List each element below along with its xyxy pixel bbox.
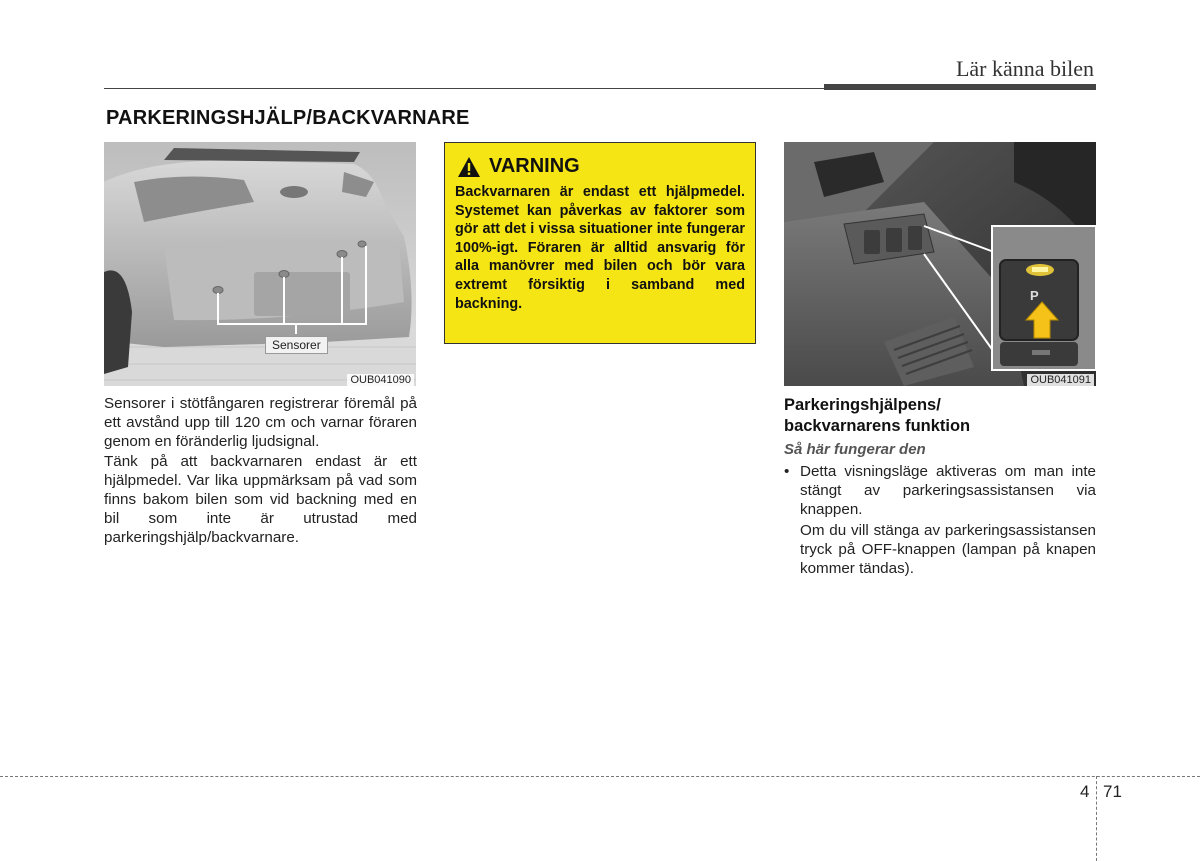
- warning-box: [444, 142, 756, 344]
- function-heading-line2: backvarnarens funktion: [784, 417, 971, 435]
- bullet-text: Detta visningsläge aktiveras om man inte stängt av parkeringsassistansen via knappen.: [800, 463, 1096, 519]
- chapter-number: 4: [1080, 782, 1090, 801]
- function-heading-line1: Parkeringshjälpens/: [784, 396, 941, 414]
- dashboard-button-figure: [784, 142, 1096, 386]
- sensor-label: Sensorer: [265, 336, 328, 354]
- figure-code: OUB041091: [1027, 374, 1094, 386]
- warning-title: VARNING: [489, 155, 580, 177]
- dashboard-illustration: [784, 142, 1096, 386]
- paragraph-sensors: Sensorer i stötfångaren registrerar föremål på ett avstånd upp till 120 cm och varnar föraren genom en föränderlig ljudsignal.: [104, 395, 417, 451]
- footer-page-divider: [1096, 776, 1097, 861]
- warning-heading: [457, 155, 580, 178]
- warning-triangle-icon: [457, 156, 481, 178]
- continuation-text: Om du vill stänga av parkeringsassistansen tryck på OFF-knappen (lampan på knapen kommer tändas).: [800, 521, 1096, 578]
- rear-bumper-illustration: [104, 142, 416, 386]
- paragraph-caution: Tänk på att backvarnaren endast är ett hjälpmedel. Var lika uppmärksam på vad som finns bakom bilen som vid backning med en bil som inte är utrustad med parkeringshjälp/backvarnare.: [104, 452, 417, 547]
- header-rule-accent: [824, 84, 1096, 90]
- parking-button-label: P: [1030, 288, 1039, 303]
- bullet-marker: •: [784, 463, 790, 480]
- how-it-works-subheading: Så här fungerar den: [784, 441, 926, 458]
- list-item: [784, 462, 1096, 520]
- left-column-text: [104, 394, 417, 548]
- right-column-text: [784, 395, 1096, 578]
- warning-text: Backvarnaren är endast ett hjälpmedel. Systemet kan påverkas av faktorer som gör att det i vissa situationer inte fungerar 100%-igt. Föraren är alltid ansvarig för alla manövrer med bilen och bör vara extremt försiktig i samband med backning.: [455, 184, 745, 312]
- footer-divider: [0, 776, 1200, 777]
- rear-bumper-figure: [104, 142, 416, 386]
- chapter-title: Lär känna bilen: [955, 56, 1094, 81]
- section-title: PARKERINGSHJÄLP/BACKVARNARE: [106, 107, 470, 129]
- figure-code: OUB041090: [347, 374, 414, 386]
- header-rule: [104, 88, 824, 89]
- page-number: 71: [1103, 782, 1122, 801]
